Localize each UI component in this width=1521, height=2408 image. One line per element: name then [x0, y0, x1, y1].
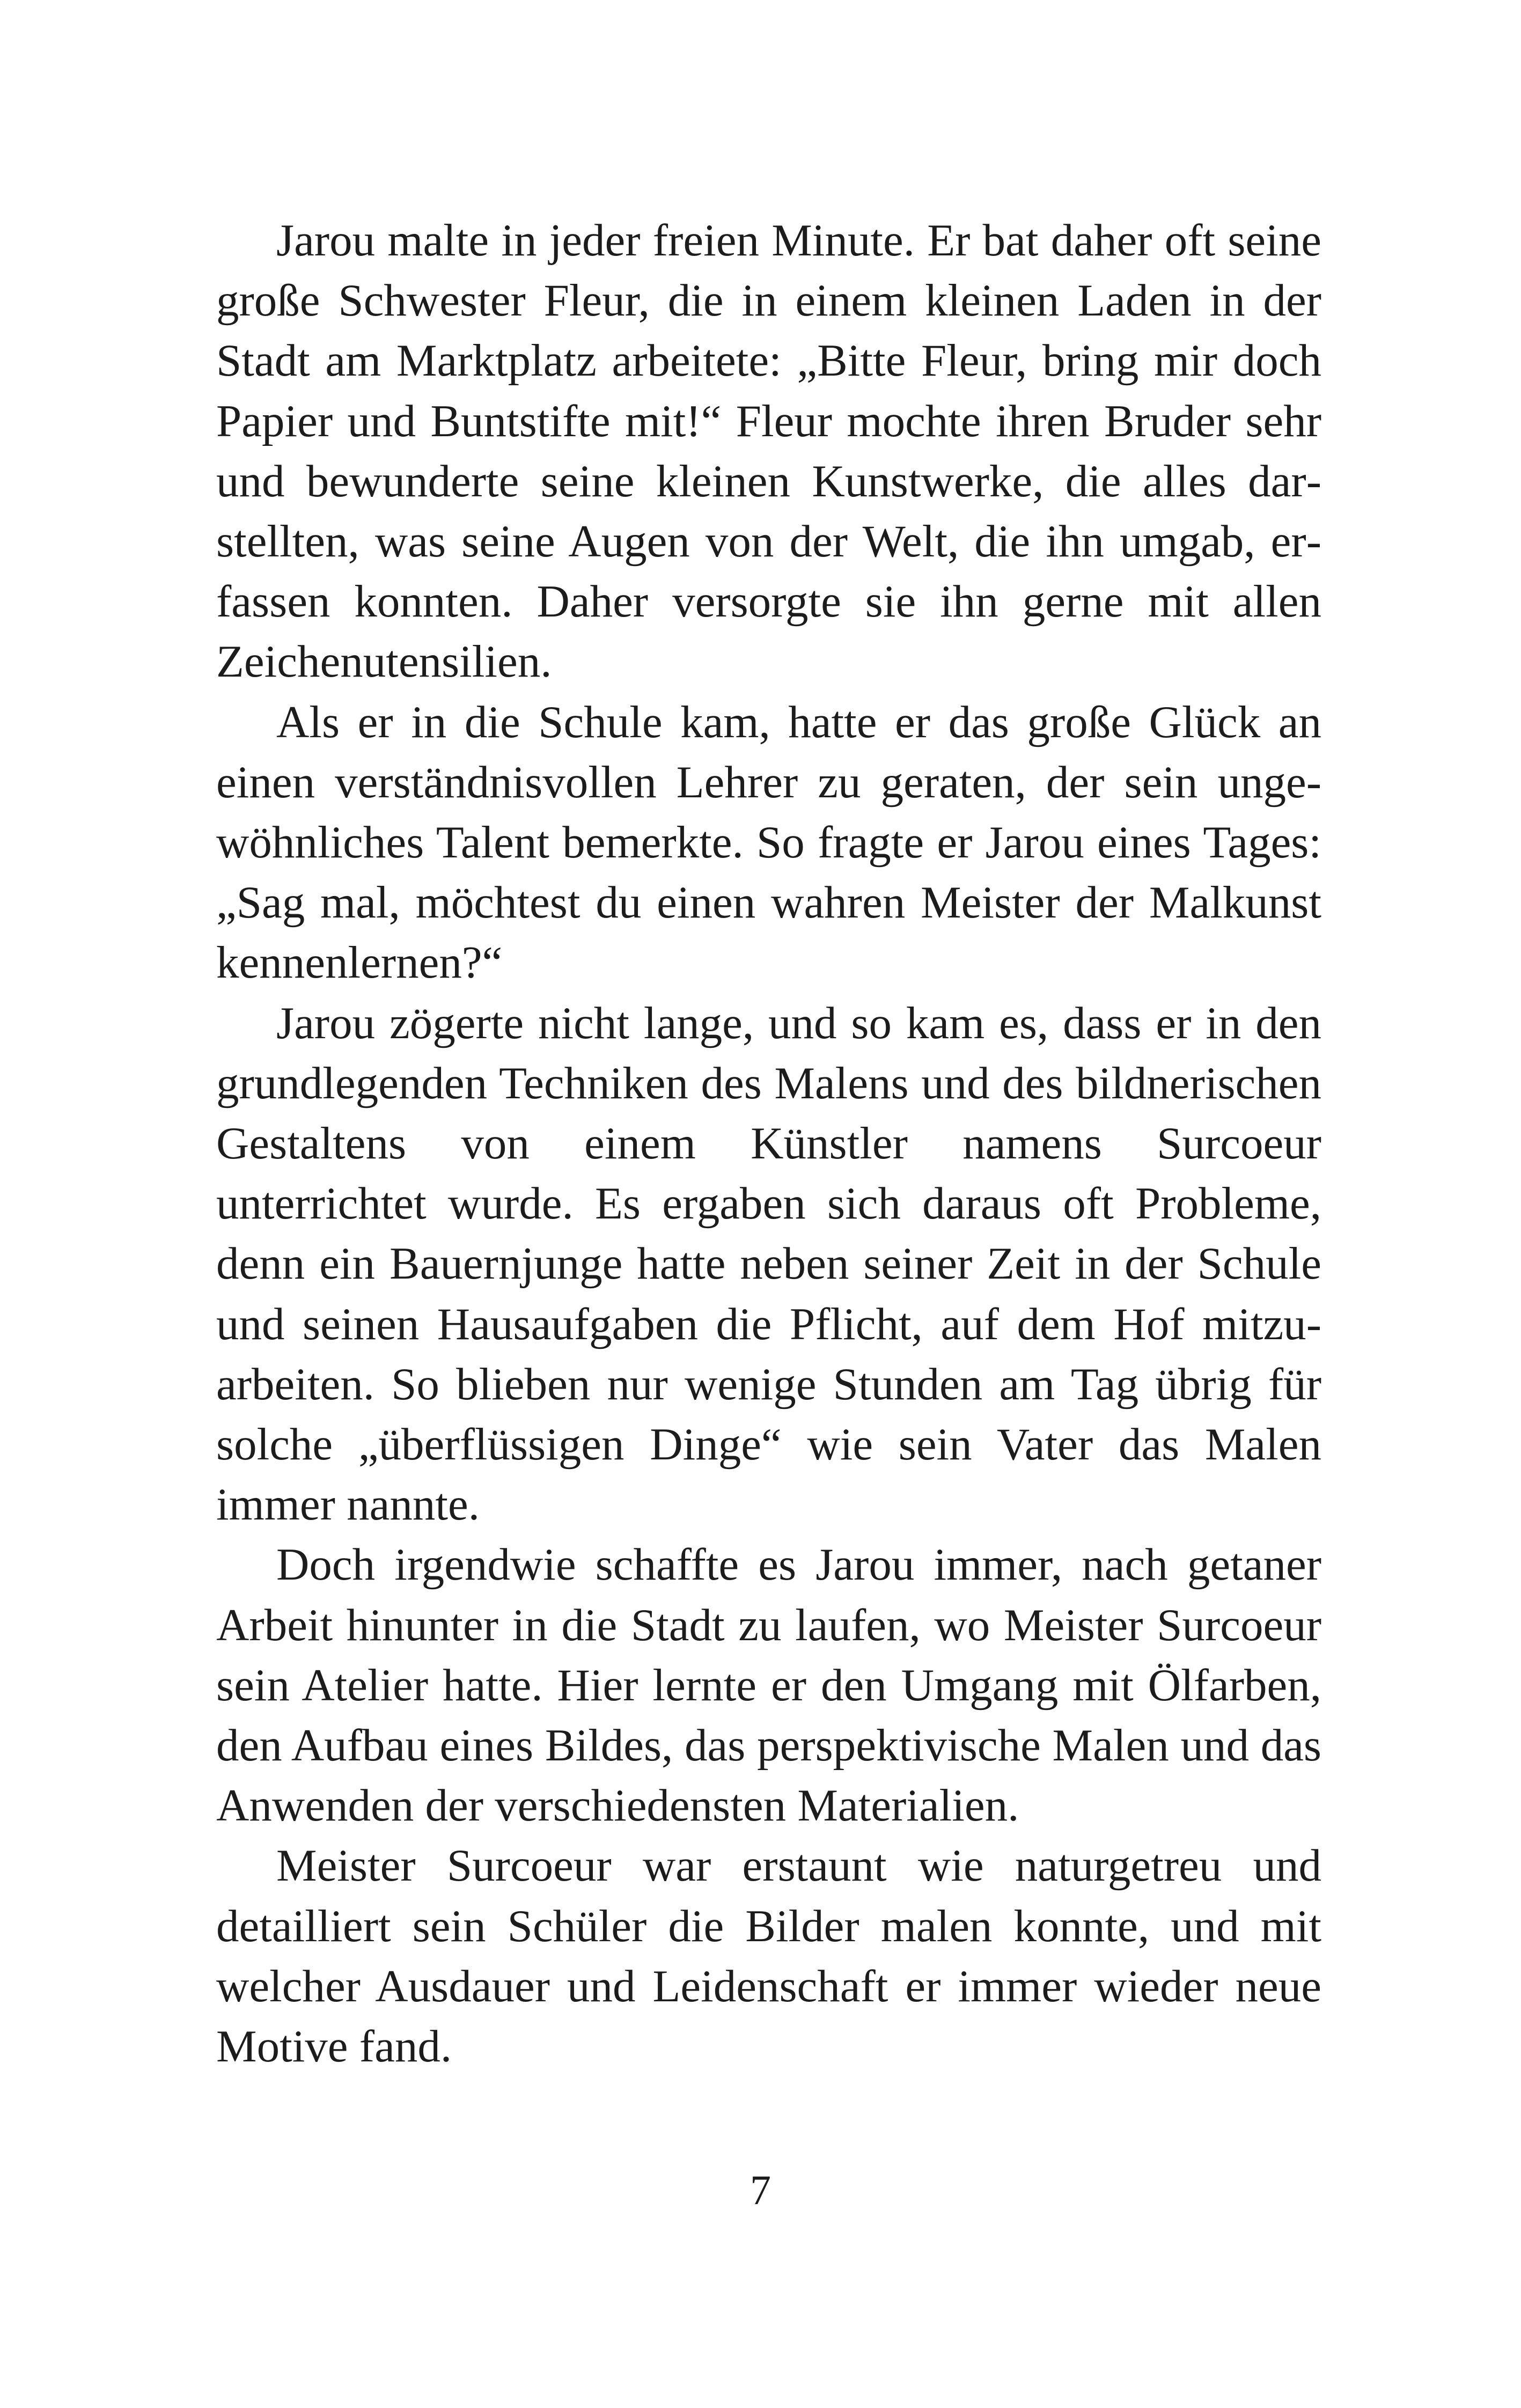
body-text	[216, 210, 1321, 2076]
paragraph-2: Als er in die Schule kam, hatte er das große Glück an einen verständnisvollen Lehrer zu geraten, der sein ungewöhnliches Talent bemerkte. So fragte er Jarou eines Tages: „Sag mal, möchtest du einen wahren Meister der Malkunst kennenlernen?“	[216, 696, 1321, 988]
paragraph-1: Jarou malte in jeder freien Minute. Er bat daher oft seine große Schwester Fleur, die in einem kleinen Laden in der Stadt am Marktplatz arbeitete: „Bitte Fleur, bring mir doch Papier und Buntstifte mit!“ Fleur mochte ihren Bruder sehr und bewunderte seine kleinen Kunstwerke, die alles darstellten, was seine Augen von der Welt, die ihn umgab, erfassen konnten. Daher versorgte sie ihn gerne mit allen Zeichenutensilien.	[216, 215, 1321, 687]
page-number: 7	[750, 2167, 771, 2213]
paragraph-3: Jarou zögerte nicht lange, und so kam es, dass er in den grundlegenden Techniken des Malens und des bildnerischen Gestaltens von einem Künstler namens Surcoeur unterrichtet wurde. Es ergaben sich daraus oft Probleme, denn ein Bauernjunge hatte neben seiner Zeit in der Schule und seinen Hausaufgaben die Pflicht, auf dem Hof mitzuarbeiten. So blieben nur wenige Stunden am Tag übrig für solche „überflüssigen Dinge“ wie sein Vater das Malen immer nannte.	[216, 997, 1321, 1530]
paragraph-4: Doch irgendwie schaffte es Jarou immer, nach getaner Arbeit hinunter in die Stadt zu laufen, wo Meister Surcoeur sein Atelier hatte. Hier lernte er den Umgang mit Ölfarben, den Aufbau eines Bildes, das perspektivische Malen und das Anwenden der verschiedensten Materialien.	[216, 1539, 1321, 1831]
paragraph-5: Meister Surcoeur war erstaunt wie naturgetreu und detailliert sein Schüler die Bilder malen konnte, und mit welcher Ausdauer und Leidenschaft er immer wieder neue Motive fand.	[216, 1840, 1321, 2072]
